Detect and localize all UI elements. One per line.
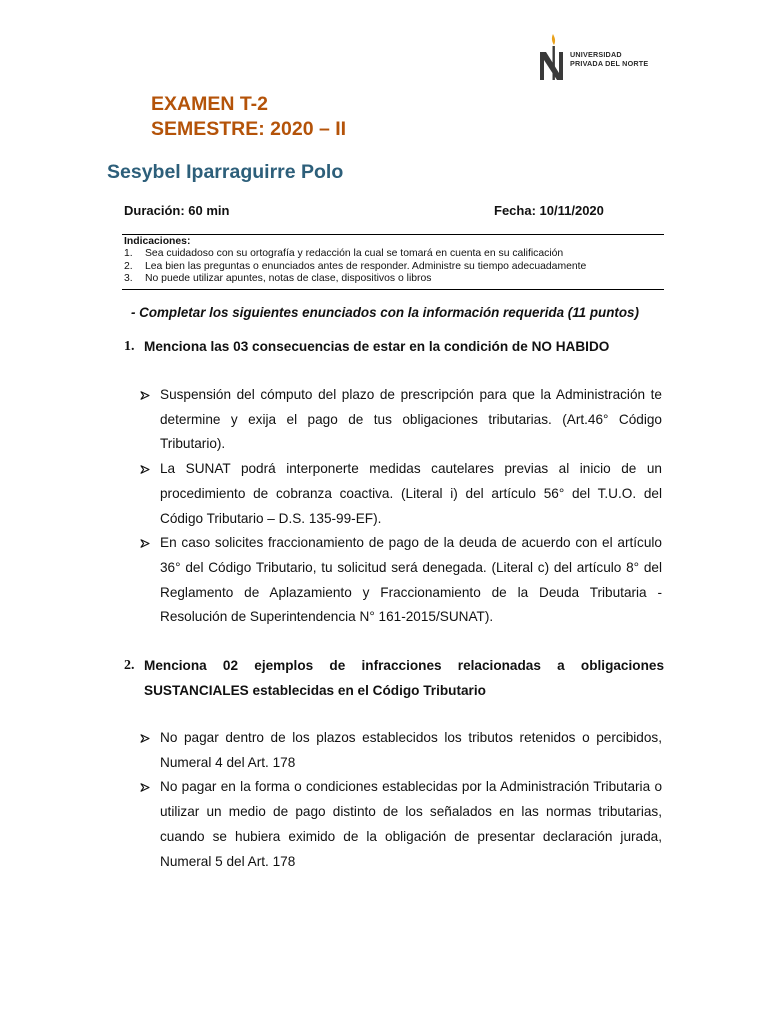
arrow-bullet-icon [140,457,160,531]
arrow-bullet-icon [140,775,160,874]
author-name: Sesybel Iparraguirre Polo [107,161,344,183]
duration [124,203,229,218]
exam-title: EXAMEN T-2 [151,93,269,115]
indication-text: No puede utilizar apuntes, notas de clase, dispositivos o libros [145,273,432,285]
bottom-divider [122,289,664,290]
answer-text: No pagar en la forma o condiciones establecidas por la Administración Tributaria o utilizar un medio de pago distinto de los señalados en las normas tributarias, cuando se hubiera eximido de la obligación de presentar declaración jurada, Numeral 5 del Art. 178 [160,779,662,869]
answers-1 [140,383,662,630]
logo-line-2: PRIVADA DEL NORTE [570,59,649,68]
answer-text: En caso solicites fraccionamiento de pago de la deuda de acuerdo con el artículo 36° del Código Tributario, tu solicitud será denegada. (Literal c) del artículo 8° del Reglamento de Aplazamiento y Fraccionamiento de la Deuda Tributaria - Resolución de Superintendencia N° 161-2015/SUNAT). [160,535,662,625]
date-label: Fecha: [494,203,536,218]
indications-title: Indicaciones: [124,236,191,247]
date-value: 10/11/2020 [539,203,604,218]
arrow-bullet-icon [140,383,160,457]
answer-item [140,531,662,630]
university-logo [537,32,662,88]
question-1 [124,334,664,359]
semester: SEMESTRE: 2020 – II [151,118,347,140]
answer-text: No pagar dentro de los plazos establecidos los tributos retenidos o percibidos, Numeral 4 del Art. 178 [160,730,662,770]
answer-item [140,383,662,457]
answer-text: La SUNAT podrá interponerte medidas cautelares previas al inicio de un procedimiento de cobranza coactiva. (Literal i) del artículo 56° del T.U.O. del Código Tributario – D.S. 135-99-EF). [160,461,662,526]
exam-title-block [151,92,346,142]
upn-logo-icon [537,32,567,84]
question-2 [124,653,664,703]
duration-value: 60 min [188,203,230,218]
arrow-bullet-icon [140,726,160,775]
indication-item [124,261,664,273]
top-divider [122,234,664,235]
logo-line-1: UNIVERSIDAD [570,50,622,59]
answers-2 [140,726,662,874]
question-number: 1. [124,339,135,354]
indication-item [124,273,664,285]
indication-item [124,248,664,260]
question-number: 2. [124,658,135,673]
indication-text: Lea bien las preguntas o enunciados antes de responder. Administre su tiempo adecuadamente [145,260,587,272]
answer-text: Suspensión del cómputo del plazo de prescripción para que la Administración te determine y exija el pago de tus obligaciones tributarias. (Art.46° Código Tributario). [160,387,662,452]
question-text: Menciona las 03 consecuencias de estar en la condición de NO HABIDO [144,339,610,354]
instruction: - Completar los siguientes enunciados con la información requerida (11 puntos) [131,305,639,320]
question-text: Menciona 02 ejemplos de infracciones relacionadas a obligaciones SUSTANCIALES establecidas en el Código Tributario [144,658,664,698]
indication-number: 2. [124,260,133,272]
answer-item [140,457,662,531]
indication-number: 3. [124,273,133,285]
indications [124,236,664,286]
indication-text: Sea cuidadoso con su ortografía y redacción la cual se tomará en cuenta en su calificación [145,248,564,260]
logo-text [570,50,648,68]
date [494,203,604,218]
answer-item [140,726,662,775]
arrow-bullet-icon [140,531,160,630]
answer-item [140,775,662,874]
indication-number: 1. [124,248,133,260]
duration-label: Duración: [124,203,185,218]
